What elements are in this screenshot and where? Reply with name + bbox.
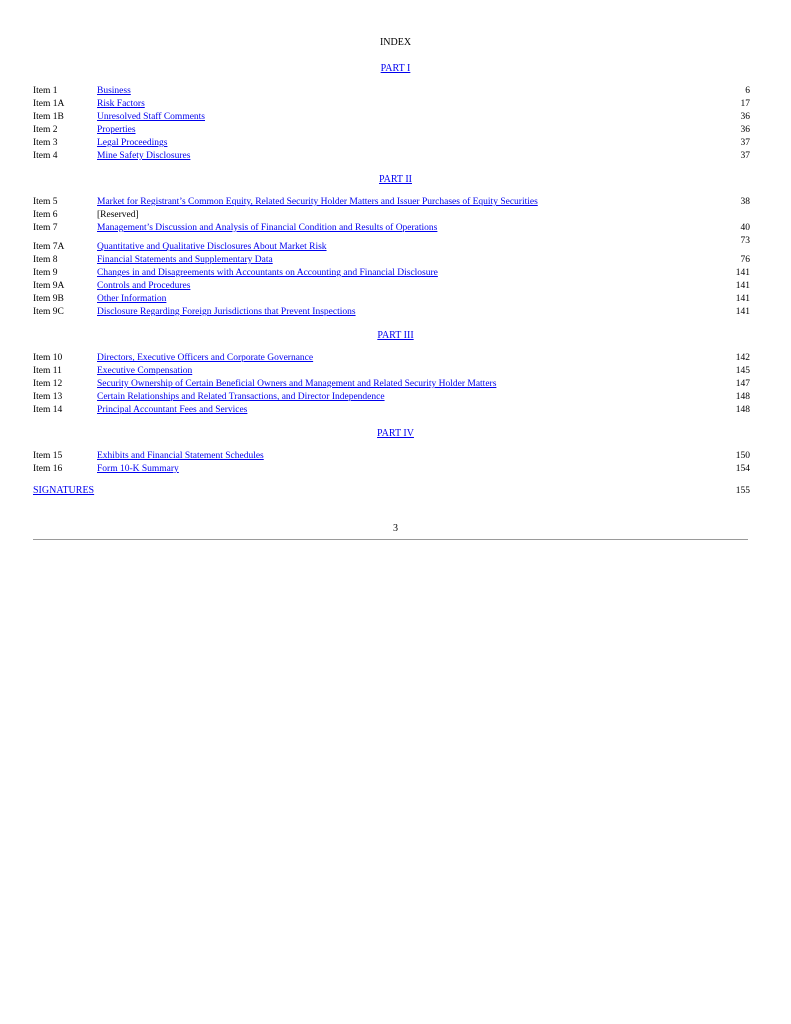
toc-row xyxy=(0,365,791,377)
page-divider xyxy=(33,539,748,540)
toc-row xyxy=(0,98,791,110)
part-i-heading-link[interactable]: PART I xyxy=(380,63,411,74)
toc-row xyxy=(0,222,791,234)
toc-link-directors[interactable]: Directors, Executive Officers and Corporate Governance xyxy=(97,353,314,363)
item-number: Item 7 xyxy=(33,223,58,233)
toc-link-exec-comp[interactable]: Executive Compensation xyxy=(97,366,193,376)
toc-link-10k-summary[interactable]: Form 10-K Summary xyxy=(97,464,179,474)
item-number: Item 6 xyxy=(33,210,58,220)
item-number: Item 9C xyxy=(33,307,64,317)
toc-row xyxy=(0,352,791,364)
toc-link-security-ownership[interactable]: Security Ownership of Certain Beneficial Owners and Management and Related Security Holder Matters xyxy=(97,379,497,389)
item-number: Item 3 xyxy=(33,138,58,148)
toc-link-changes-accountants[interactable]: Changes in and Disagreements with Accountants on Accounting and Financial Disclosure xyxy=(97,268,438,278)
part-iv-heading-wrap xyxy=(0,428,791,439)
item-number: Item 7A xyxy=(33,242,65,252)
item-number: Item 4 xyxy=(33,151,58,161)
toc-link-unresolved-staff-comments[interactable]: Unresolved Staff Comments xyxy=(97,112,206,122)
toc-row xyxy=(0,391,791,403)
part-ii-heading-wrap xyxy=(0,174,791,185)
toc-row xyxy=(0,280,791,292)
item-number: Item 15 xyxy=(33,451,63,461)
page-number: 141 xyxy=(735,268,750,278)
page-number: 148 xyxy=(735,405,750,415)
part-iii-heading-link[interactable]: PART III xyxy=(377,330,414,341)
page-number: 141 xyxy=(735,281,750,291)
item-number: Item 10 xyxy=(33,353,63,363)
page-number: 141 xyxy=(735,294,750,304)
page-number: 150 xyxy=(735,451,750,461)
part-iv-heading-link[interactable]: PART IV xyxy=(377,428,414,439)
item-number: Item 9 xyxy=(33,268,58,278)
page-footer-number: 3 xyxy=(393,523,398,534)
toc-row xyxy=(0,137,791,149)
toc-row xyxy=(0,267,791,279)
toc-row xyxy=(0,450,791,462)
item-number: Item 5 xyxy=(33,197,58,207)
page-number: 17 xyxy=(740,99,750,109)
toc-link-financial-statements[interactable]: Financial Statements and Supplementary Data xyxy=(97,255,273,265)
toc-link-mdna[interactable]: Management’s Discussion and Analysis of Financial Condition and Results of Operations xyxy=(97,223,438,233)
toc-row xyxy=(0,404,791,416)
toc-link-foreign-jurisdictions[interactable]: Disclosure Regarding Foreign Jurisdictions that Prevent Inspections xyxy=(97,307,356,317)
page-number: 6 xyxy=(745,86,750,96)
item-number: Item 9A xyxy=(33,281,65,291)
toc-row xyxy=(0,306,791,318)
toc-link-accountant-fees[interactable]: Principal Accountant Fees and Services xyxy=(97,405,248,415)
page-number: 40 xyxy=(740,223,750,233)
toc-link-market-risk[interactable]: Quantitative and Qualitative Disclosures About Market Risk xyxy=(97,242,327,252)
toc-row xyxy=(0,463,791,475)
item-number: Item 11 xyxy=(33,366,62,376)
page-number: 36 xyxy=(740,125,750,135)
page-number: 37 xyxy=(740,138,750,148)
page-number: 145 xyxy=(735,366,750,376)
page-number: 141 xyxy=(735,307,750,317)
toc-row xyxy=(0,150,791,162)
item-number: Item 1B xyxy=(33,112,64,122)
toc-row xyxy=(0,85,791,97)
part-iii-heading-wrap xyxy=(0,330,791,341)
toc-row xyxy=(0,378,791,390)
index-title: INDEX xyxy=(379,37,412,48)
toc-row xyxy=(0,293,791,305)
toc-link-legal-proceedings[interactable]: Legal Proceedings xyxy=(97,138,168,148)
toc-link-exhibits[interactable]: Exhibits and Financial Statement Schedules xyxy=(97,451,264,461)
toc-link-controls[interactable]: Controls and Procedures xyxy=(97,281,191,291)
page-number: 147 xyxy=(735,379,750,389)
toc-link-other-info[interactable]: Other Information xyxy=(97,294,167,304)
item-number: Item 13 xyxy=(33,392,63,402)
item-number: Item 9B xyxy=(33,294,64,304)
toc-row xyxy=(0,209,791,221)
page-number: 148 xyxy=(735,392,750,402)
toc-row xyxy=(0,111,791,123)
toc-row xyxy=(0,241,791,253)
item-number: Item 14 xyxy=(33,405,63,415)
toc-row xyxy=(0,124,791,136)
part-i-heading-wrap xyxy=(0,63,791,74)
signatures-link[interactable]: SIGNATURES xyxy=(33,485,95,496)
item-number: Item 1 xyxy=(33,86,58,96)
page-number: 36 xyxy=(740,112,750,122)
toc-reserved-label: [Reserved] xyxy=(97,210,139,220)
toc-row xyxy=(0,196,791,208)
item-number: Item 2 xyxy=(33,125,58,135)
page-number: 73 xyxy=(740,236,750,246)
page-number: 37 xyxy=(740,151,750,161)
toc-link-business[interactable]: Business xyxy=(97,86,131,96)
item-number: Item 12 xyxy=(33,379,63,389)
part-ii-heading-link[interactable]: PART II xyxy=(378,174,413,185)
toc-link-market-equity[interactable]: Market for Registrant’s Common Equity, Related Security Holder Matters and Issuer Purchases of Equity Securities xyxy=(97,197,538,207)
item-number: Item 16 xyxy=(33,464,63,474)
item-number: Item 8 xyxy=(33,255,58,265)
item-number: Item 1A xyxy=(33,99,65,109)
page-number: 38 xyxy=(740,197,750,207)
toc-link-properties[interactable]: Properties xyxy=(97,125,136,135)
toc-link-relationships[interactable]: Certain Relationships and Related Transactions, and Director Independence xyxy=(97,392,385,402)
toc-link-mine-safety[interactable]: Mine Safety Disclosures xyxy=(97,151,191,161)
toc-row xyxy=(0,254,791,266)
signatures-page-number: 155 xyxy=(735,486,750,496)
page-number: 142 xyxy=(735,353,750,363)
page-number: 154 xyxy=(735,464,750,474)
toc-link-risk-factors[interactable]: Risk Factors xyxy=(97,99,145,109)
page-number: 76 xyxy=(740,255,750,265)
